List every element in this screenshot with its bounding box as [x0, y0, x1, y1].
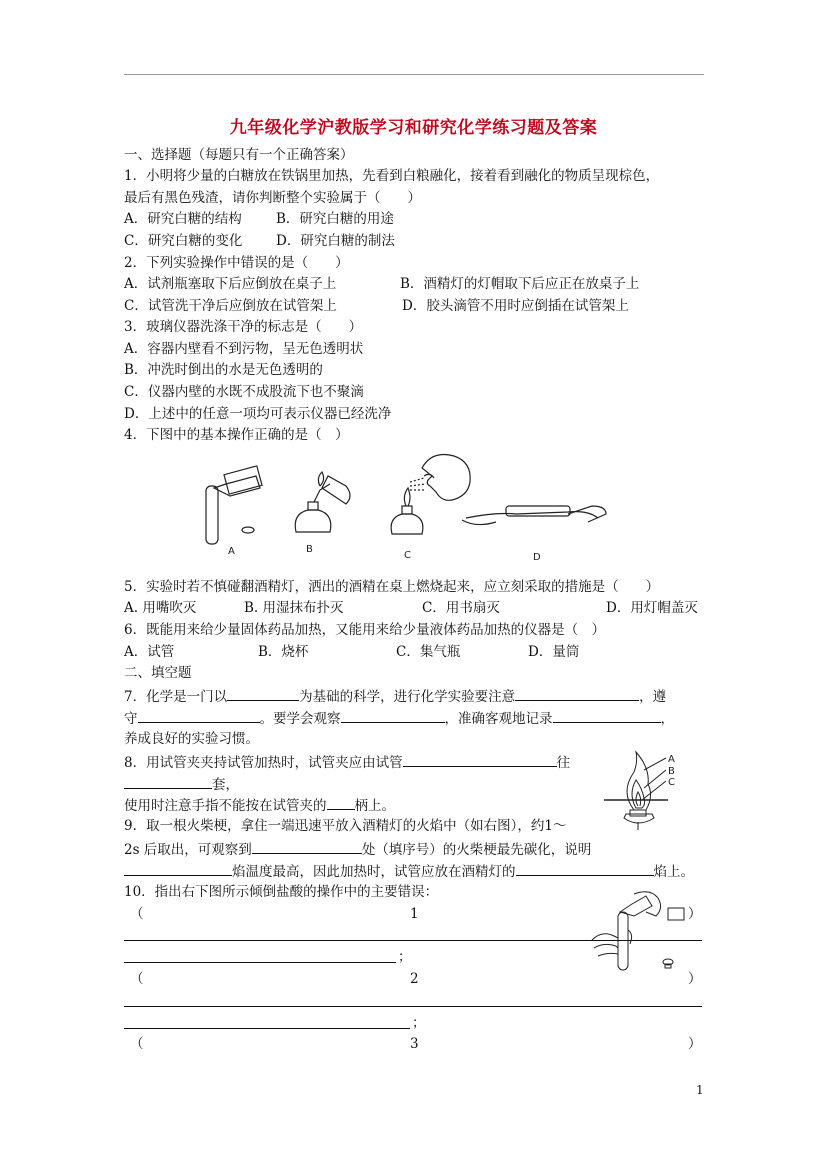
q7-text-1: 7．化学是一门以 [124, 689, 228, 705]
q1-option-a: A．研究白糖的结构 [124, 211, 242, 227]
q6-stem: 6．既能用来给少量固体药品加热，又能用来给少量液体药品加热的仪器是（ ） [124, 622, 606, 638]
q8-text-3: 套， [212, 777, 239, 793]
q9-blank-1[interactable] [252, 839, 362, 854]
q7-line1 [124, 686, 666, 706]
q6-option-d: D．量筒 [528, 644, 580, 660]
q7-line3: 养成良好的实验习惯。 [124, 731, 259, 747]
q5-option-a: A. 用嘴吹灭 [124, 600, 197, 616]
q10-item2-close: ） [688, 971, 702, 987]
q7-blank-3[interactable] [138, 708, 260, 723]
q10-item2-number: 2 [410, 971, 419, 987]
q9-text-4: 焰温度最高，因此加热时，试管应放在酒精灯的 [232, 864, 516, 880]
q8-line3 [124, 795, 395, 815]
q10-item1-semicolon: ； [398, 949, 412, 965]
q4-label-a: A [228, 546, 235, 557]
q8-blank-1[interactable] [403, 752, 557, 767]
q8-text-4: 使用时注意手指不能按在试管夹的 [124, 798, 327, 814]
q1-option-d: D．研究白糖的制法 [276, 233, 395, 249]
q5-stem: 5．实验时若不慎碰翻酒精灯，洒出的酒精在桌上燃烧起来，应立刻采取的措施是（ ） [124, 579, 660, 595]
q2-option-a: A．试剂瓶塞取下后应倒放在桌子上 [124, 276, 337, 292]
q7-text-6: ，准确客观地记录 [444, 711, 553, 727]
q9-line3 [124, 861, 694, 881]
q9-blank-2[interactable] [124, 861, 232, 876]
q7-blank-1[interactable] [227, 686, 299, 701]
q10-answer2-line2[interactable] [124, 1028, 410, 1029]
q1-stem-line1: 1．小明将少量的白糖放在铁锅里加热，先看到白粮融化，接着看到融化的物质呈现棕色， [124, 168, 660, 184]
header-rule [124, 74, 704, 75]
q10-answer2-line1[interactable] [124, 1006, 702, 1007]
page-title: 九年级化学沪教版学习和研究化学练习题及答案 [229, 118, 598, 138]
q2-stem: 2．下列实验操作中错误的是（ ） [124, 255, 349, 271]
q10-item2-semicolon: ； [412, 1015, 426, 1031]
flame-figure [604, 748, 704, 832]
q5-option-b: B. 用湿抹布扑灭 [244, 600, 344, 616]
q4-label-c: C [404, 550, 411, 561]
q3-option-d: D．上述中的任意一项均可表示仪器已经洗净 [124, 406, 392, 422]
q8-text-1: 8．用试管夹夹持试管加热时，试管夹应由试管 [124, 755, 403, 771]
q10-item1-number: 1 [410, 906, 419, 922]
q5-option-c: C．用书扇灭 [422, 600, 500, 616]
q9-text-2: 2s 后取出，可观察到 [124, 842, 252, 858]
q8-blank-2[interactable] [124, 774, 212, 789]
q9-blank-3[interactable] [516, 861, 654, 876]
q4-label-d: D [533, 552, 541, 563]
q8-line1 [124, 752, 570, 772]
pouring-acid-figure [588, 890, 688, 974]
q7-text-2: 为基础的科学，进行化学实验要注意 [299, 689, 516, 705]
q4-label-b: B [306, 544, 313, 555]
q3-option-a: A．容器内壁看不到污物，呈无色透明状 [124, 341, 364, 357]
q5-option-d: D．用灯帽盖灭 [606, 600, 698, 616]
q10-item1-open: （ [130, 906, 144, 922]
q3-option-b: B．冲洗时倒出的水是无色透明的 [124, 362, 323, 378]
q10-item3-open: （ [130, 1036, 144, 1052]
q4-figure [196, 448, 616, 566]
q9-text-5: 焰上。 [653, 864, 694, 880]
q2-option-c: C．试管洗干净后应倒放在试管架上 [124, 298, 337, 314]
flame-label-b: B [668, 766, 675, 777]
q1-option-b: B．研究白糖的用途 [276, 211, 394, 227]
q6-option-c: C．集气瓶 [396, 644, 461, 660]
q9-line1: 9．取一根火柴梗，拿住一端迅速平放入酒精灯的火焰中（如右图），约1～ [124, 818, 567, 834]
q2-option-d: D．胶头滴管不用时应倒插在试管架上 [402, 298, 629, 314]
q7-blank-4[interactable] [341, 708, 445, 723]
q8-text-5: 柄上。 [354, 798, 395, 814]
q6-option-a: A．试管 [124, 644, 175, 660]
q1-option-c: C．研究白糖的变化 [124, 233, 243, 249]
q2-option-b: B．酒精灯的灯帽取下后应正在放桌子上 [400, 276, 640, 292]
q6-option-b: B．烧杯 [258, 644, 309, 660]
q10-answer1-line2[interactable] [124, 962, 396, 963]
q1-stem-line2: 最后有黑色残渣，请你判断整个实验属于（ ） [124, 190, 421, 206]
q4-stem: 4．下图中的基本操作正确的是（ ） [124, 427, 349, 443]
q8-blank-3[interactable] [327, 795, 355, 810]
q10-item2-open: （ [130, 971, 144, 987]
q7-text-4: 守 [124, 711, 138, 727]
q7-text-7: ， [660, 711, 674, 727]
section-heading-choice: 一、选择题（每题只有一个正确答案） [124, 147, 354, 163]
q10-item1-close: ） [688, 906, 702, 922]
q7-blank-2[interactable] [515, 686, 639, 701]
q3-option-c: C．仪器内壁的水既不成股流下也不聚滴 [124, 384, 364, 400]
q7-text-5: 。要学会观察 [259, 711, 341, 727]
flame-label-a: A [668, 754, 675, 765]
q9-line2 [124, 839, 591, 859]
q7-blank-5[interactable] [553, 708, 661, 723]
q10-item3-number: 3 [410, 1036, 419, 1052]
q7-line2 [124, 708, 674, 728]
section-heading-fill: 二、填空题 [124, 665, 192, 681]
q10-item3-close: ） [688, 1036, 702, 1052]
q3-stem: 3．玻璃仪器洗涤干净的标志是（ ） [124, 319, 363, 335]
q8-text-2: 往 [556, 755, 571, 771]
page-number: 1 [696, 1083, 704, 1097]
q9-text-3: 处（填序号）的火柴梗最先碳化，说明 [361, 842, 592, 858]
q8-line2 [124, 774, 239, 794]
q7-text-3: ，遵 [639, 689, 667, 705]
q10-stem: 10．指出右下图所示倾倒盐酸的操作中的主要错误： [124, 884, 439, 900]
flame-label-c: C [668, 777, 675, 788]
